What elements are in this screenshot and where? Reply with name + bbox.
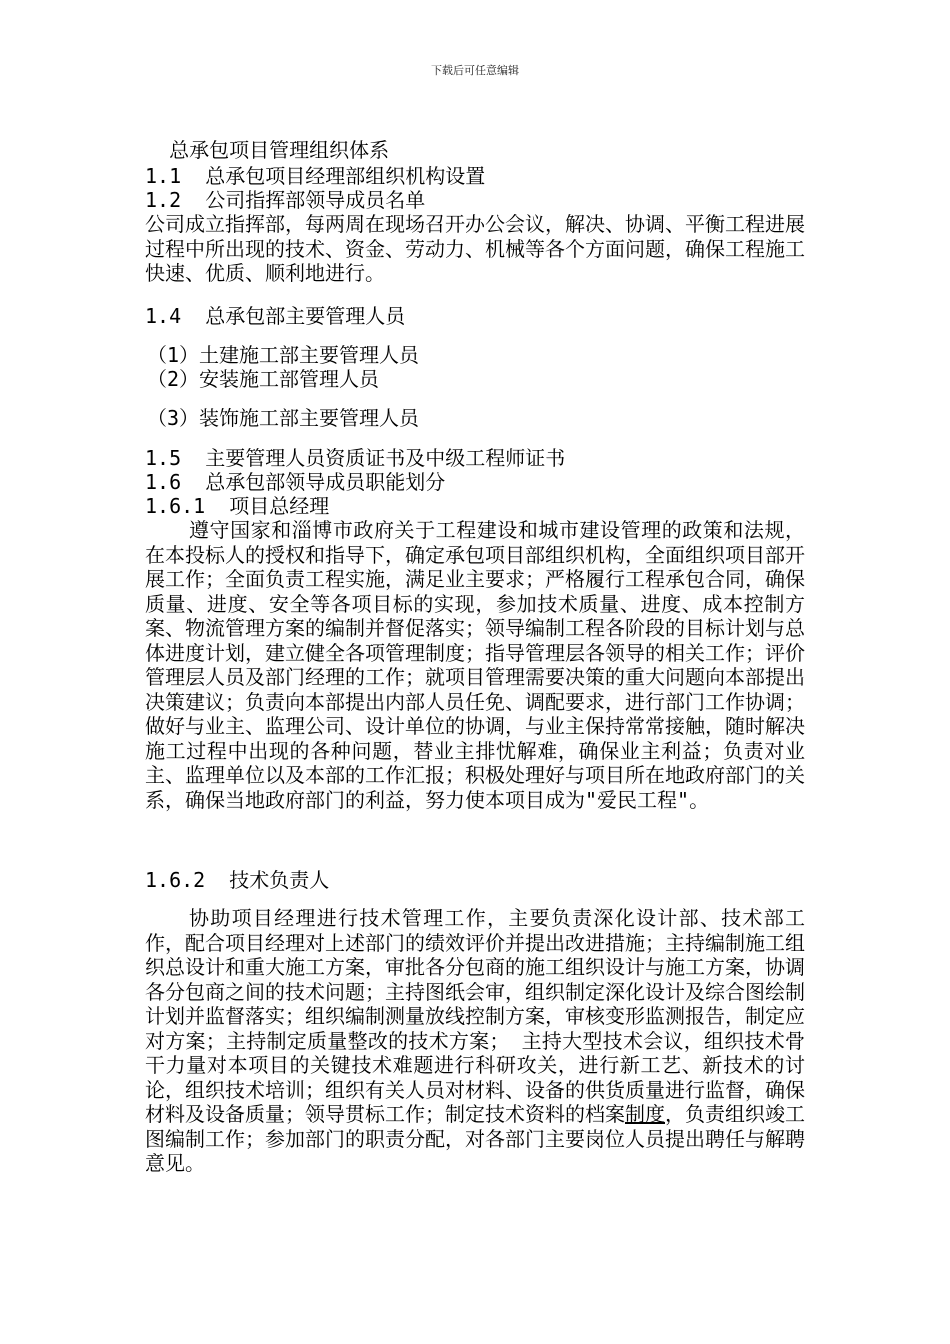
page-header-note: 下载后可任意编辑 [431,64,519,77]
section-1-2-paragraph: 公司成立指挥部，每两周在现场召开办公会议，解决、协调、平衡工程进展过程中所出现的技术、资金、劳动力、机械等各个方面问题，确保工程施工快速、优质、顺利地进行。 [145,212,805,285]
section-1-6-2-heading: 1.6.2 技术负责人 [145,868,330,892]
paragraph-text-end: ，负责组织竣工图编制工作；参加部门的职责分配，对各部门主要岗位人员提出聘任与解聘意见。 [145,1102,805,1175]
underlined-term: 制度 [625,1102,665,1126]
section-1-1-heading: 1.1 总承包项目经理部组织机构设置 [145,164,486,188]
section-1-2-heading: 1.2 公司指挥部领导成员名单 [145,188,426,212]
paragraph-text: 协助项目经理进行技术管理工作，主要负责深化设计部、技术部工作，配合项目经理对上述部门的绩效评价并提出改进措施；主持编制施工组织总设计和重大施工方案，审批各分包商的施工组织设计与施工方案，协调各分包商之间的技术问题；主持图纸会审，组织制定深化设计及综合图绘制计划并监督落实；组织编制测量放线控制方案，审核变形监测报告，制定应对方案；主持制定质量整改的技术方案； 主持大型技术会议，组织技术骨干力量对本项目的关键技术难题进行科研攻关，进行新工艺、新技术的讨论，组织技术培训；组织有关人员对材料、设备的供货质量进行监督，确保材料及设备质量；领导贯标工作；制定技术资料的档案 [145,906,805,1126]
list-item-civil: （1）土建施工部主要管理人员 [147,343,420,367]
section-1-4-heading: 1.4 总承包部主要管理人员 [145,304,406,328]
section-1-5-heading: 1.5 主要管理人员资质证书及中级工程师证书 [145,446,566,470]
section-1-6-heading: 1.6 总承包部领导成员职能划分 [145,470,446,494]
list-item-decoration: （3）装饰施工部主要管理人员 [147,406,420,430]
list-item-installation: （2）安装施工部管理人员 [147,367,380,391]
document-title: 总承包项目管理组织体系 [145,138,390,162]
section-1-6-2-paragraph [145,906,805,1176]
section-1-6-1-heading: 1.6.1 项目总经理 [145,494,330,518]
section-1-6-1-paragraph: 遵守国家和淄博市政府关于工程建设和城市建设管理的政策和法规，在本投标人的授权和指导下，确定承包项目部组织机构，全面组织项目部开展工作；全面负责工程实施，满足业主要求；严格履行工程承包合同，确保质量、进度、安全等各项目标的实现，参加技术质量、进度、成本控制方案、物流管理方案的编制并督促落实；领导编制工程各阶段的目标计划与总体进度计划，建立健全各项管理制度；指导管理层各领导的相关工作；评价管理层人员及部门经理的工作；就项目管理需要决策的重大问题向本部提出决策建议；负责向本部提出内部人员任免、调配要求，进行部门工作协调；做好与业主、监理公司、设计单位的协调，与业主保持常常接触，随时解决施工过程中出现的各种问题，替业主排忧解难，确保业主利益；负责对业主、监理单位以及本部的工作汇报；积极处理好与项目所在地政府部门的关系，确保当地政府部门的利益，努力使本项目成为"爱民工程"。 [145,518,805,812]
